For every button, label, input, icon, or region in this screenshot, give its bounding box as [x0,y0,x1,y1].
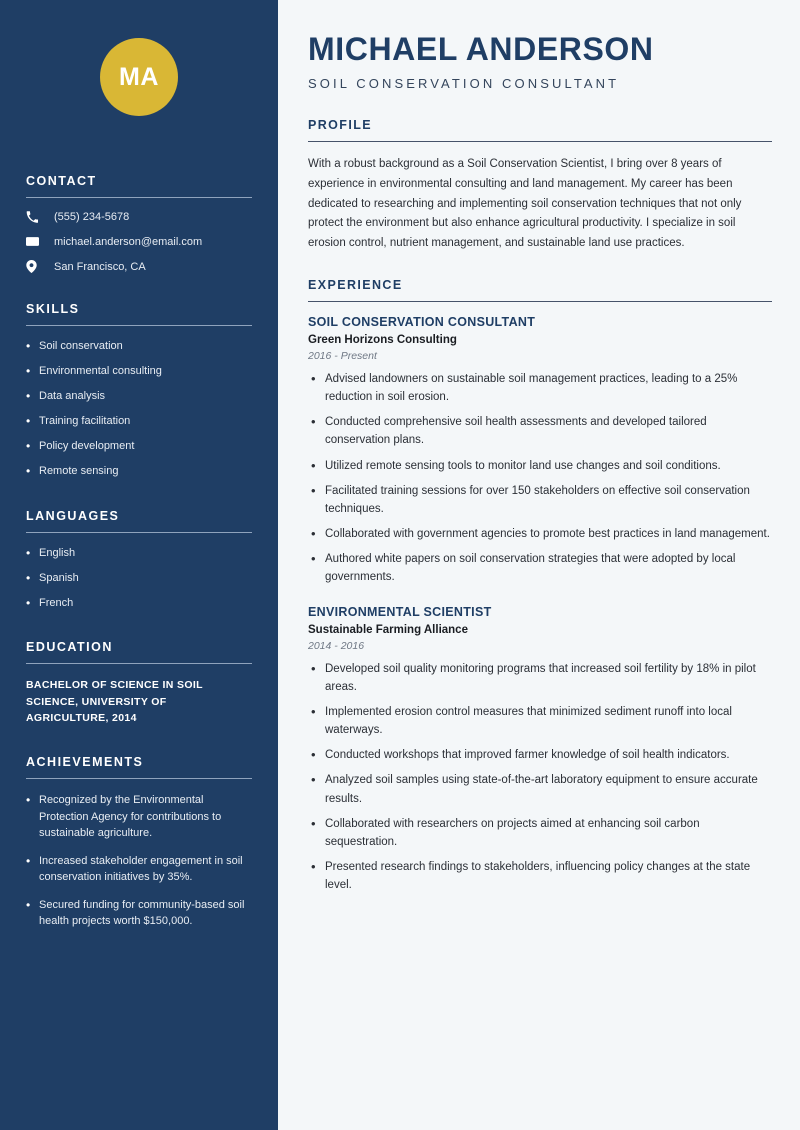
phone-icon [26,211,43,223]
experience-bullets [308,370,772,587]
languages-heading: LANGUAGES [26,508,120,523]
avatar-initials: MA [100,38,178,116]
sidebar-section-education [0,640,278,726]
list-item: • Remote sensing [26,464,252,480]
experience-company: Sustainable Farming Alliance [308,623,468,636]
list-item: • Conducted comprehensive soil health assessments and developed tailored conservation plans. [308,413,772,449]
main-section-experience [308,278,772,894]
contact-item-location[interactable] [26,260,252,273]
experience-dates: 2016 - Present [308,350,377,363]
profile-divider [308,141,772,142]
profile-heading: PROFILE [308,118,372,133]
experience-heading: EXPERIENCE [308,278,403,293]
contact-phone-value: (555) 234-5678 [54,211,130,223]
list-item: • Utilized remote sensing tools to monitor land use changes and soil conditions. [308,457,772,475]
experience-entry [308,315,772,587]
list-item: • Soil conservation [26,339,252,355]
experience-dates: 2014 - 2016 [308,639,365,652]
envelope-icon [26,235,43,248]
achievements-list [26,792,252,930]
education-entry: BACHELOR OF SCIENCE IN SOIL SCIENCE, UNIVERSITY OF AGRICULTURE, 2014 [26,679,203,724]
experience-job-title: ENVIRONMENTAL SCIENTIST [308,604,492,619]
list-item: • Recognized by the Environmental Protection Agency for contributions to sustainable agriculture. [26,792,252,842]
list-item: • Authored white papers on soil conservation strategies that were adopted by local governments. [308,550,772,586]
achievements-heading: ACHIEVEMENTS [26,755,144,770]
list-item: • Secured funding for community-based soil health projects worth $150,000. [26,897,252,930]
languages-list [26,546,252,612]
education-divider [26,663,252,664]
profile-text: With a robust background as a Soil Conservation Scientist, I bring over 8 years of experience in environmental consulting and land management. My career has been dedicated to researching and implementing soil conservation techniques that not only protect the environment but also enhance agricultural productivity. I specialize in soil erosion control, nutrient management, and sustainable land use practices. [308,158,742,250]
experience-job-title: SOIL CONSERVATION CONSULTANT [308,315,536,330]
list-item: • Facilitated training sessions for over 150 stakeholders on effective soil conservation techniques. [308,482,772,518]
list-item: • Developed soil quality monitoring programs that increased soil fertility by 18% in pilot areas. [308,660,772,696]
languages-divider [26,532,252,533]
experience-company: Green Horizons Consulting [308,334,457,347]
page-title: MICHAEL ANDERSON [308,31,654,67]
list-item: • Implemented erosion control measures that minimized sediment runoff into local waterways. [308,703,772,739]
contact-heading: CONTACT [26,174,97,188]
contact-location-value: San Francisco, CA [54,260,146,273]
location-pin-icon [26,260,43,273]
list-item: • Collaborated with government agencies to promote best practices in land management. [308,525,772,543]
skills-list [26,339,252,480]
sidebar-section-languages [0,509,278,612]
sidebar-section-contact [0,174,278,273]
list-item: • French [26,596,252,612]
contact-item-email[interactable] [26,235,252,248]
contact-item-phone[interactable] [26,211,252,223]
sidebar [0,0,278,1130]
list-item: • Presented research findings to stakeholders, influencing policy changes at the state level. [308,858,772,894]
list-item: • Conducted workshops that improved farmer knowledge of soil health indicators. [308,746,772,764]
achievements-divider [26,778,252,779]
contact-email-value: michael.anderson@email.com [54,235,203,248]
contact-divider [26,197,252,198]
education-heading: EDUCATION [26,640,113,655]
sidebar-section-achievements [0,755,278,930]
list-item: • Policy development [26,439,252,455]
sidebar-section-skills [0,302,278,480]
main-content [278,0,800,1130]
avatar-container [0,0,278,116]
job-subtitle: SOIL CONSERVATION CONSULTANT [308,76,620,92]
list-item: • Increased stakeholder engagement in soil conservation initiatives by 35%. [26,853,252,886]
list-item: • English [26,546,252,562]
skills-divider [26,325,252,326]
list-item: • Collaborated with researchers on projects aimed at enhancing soil carbon sequestration. [308,815,772,851]
list-item: • Data analysis [26,389,252,405]
experience-divider [308,301,772,302]
main-section-profile [308,118,772,254]
list-item: • Analyzed soil samples using state-of-the-art laboratory equipment to ensure accurate results. [308,771,772,807]
skills-heading: SKILLS [26,302,80,316]
experience-bullets [308,660,772,895]
list-item: • Spanish [26,571,252,587]
list-item: • Environmental consulting [26,364,252,380]
list-item: • Training facilitation [26,414,252,430]
list-item: • Advised landowners on sustainable soil management practices, leading to a 25% reduction in soil erosion. [308,370,772,406]
experience-entry [308,605,772,895]
